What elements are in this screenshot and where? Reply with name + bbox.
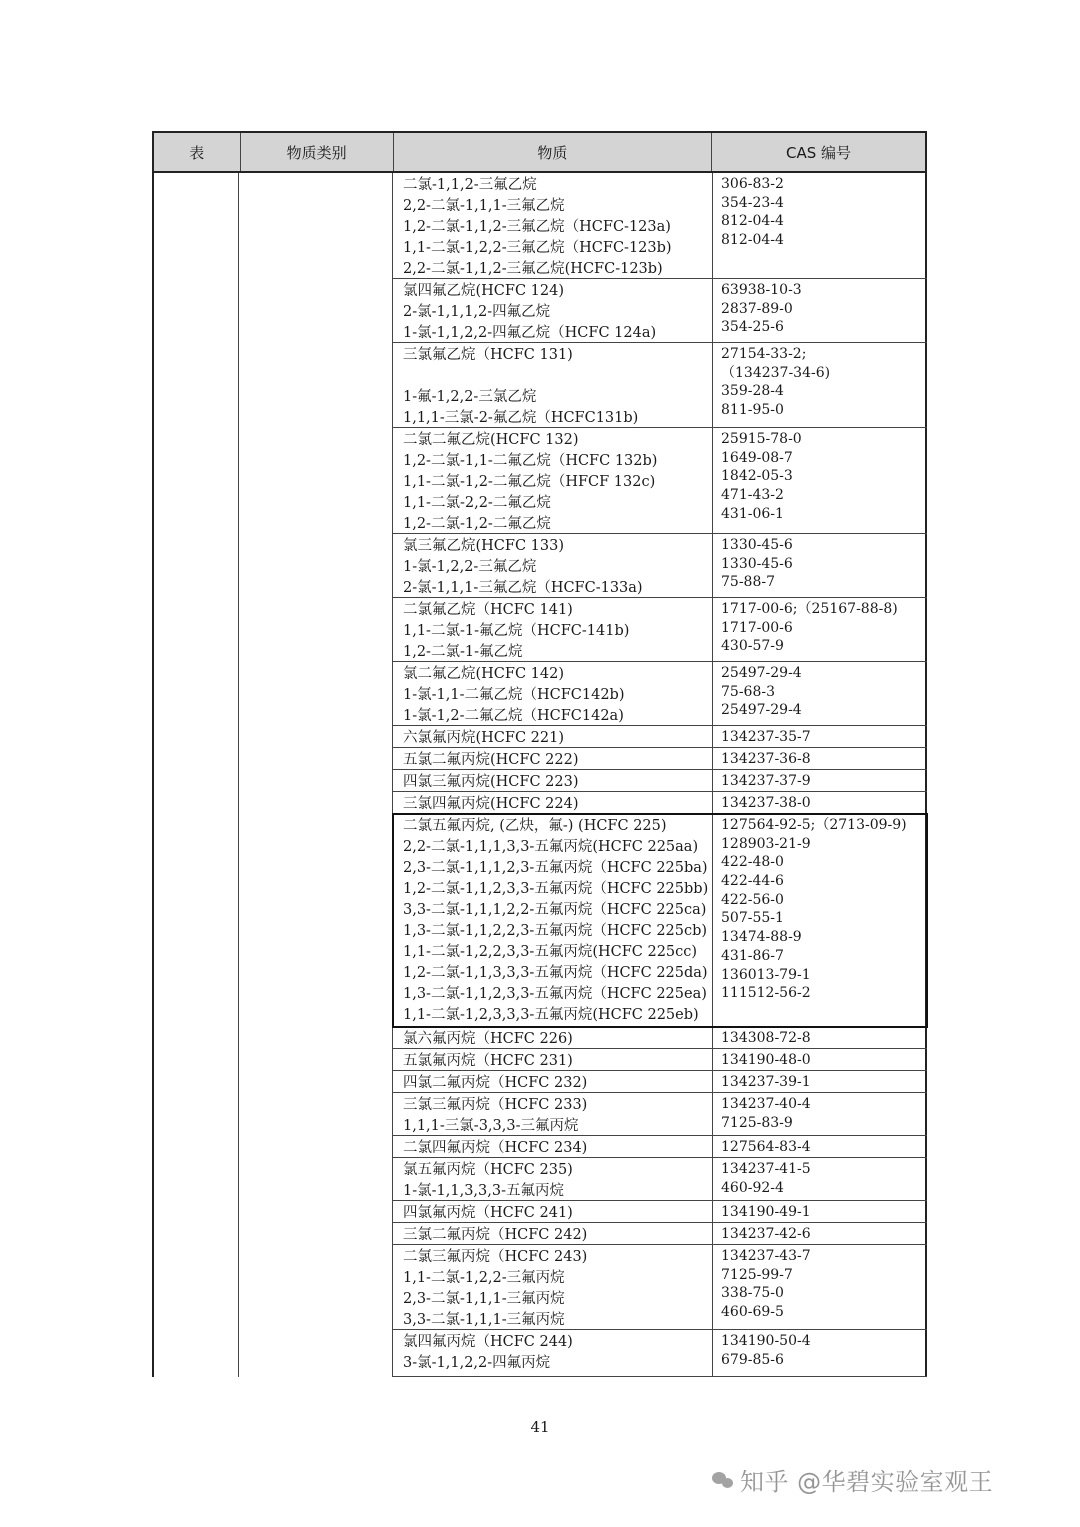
cas-cell (713, 598, 927, 661)
cas-cell (713, 1027, 927, 1048)
cas-cell (713, 1223, 927, 1244)
cas-number: 354-23-4 (721, 194, 784, 211)
substance-cell (393, 770, 713, 791)
substance-name: 二氯五氟丙烷, (乙炔，氟-) (HCFC 225) (403, 818, 667, 834)
substance-name: 1,3-二氯-1,1,2,2,3-五氟丙烷（HCFC 225cb) (403, 923, 708, 939)
substance-name: 1,2-二氯-1,1,2,3,3-五氟丙烷（HCFC 225bb) (403, 881, 709, 897)
cas-number: 136013-79-1 (721, 966, 811, 983)
cas-number: 431-86-7 (721, 947, 784, 964)
table-row (393, 343, 927, 428)
cas-cell (713, 173, 927, 278)
cas-number: 306-83-2 (721, 176, 784, 192)
cas-cell (713, 428, 927, 533)
substance-name: 2-氯-1,1,1-三氟乙烷（HCFC-133a) (403, 580, 643, 596)
table-header (152, 131, 927, 173)
cas-number: 134190-48-0 (721, 1052, 811, 1068)
substance-cell (393, 792, 713, 813)
cas-cell (713, 1071, 927, 1092)
table-body (152, 173, 927, 1377)
substance-cell (393, 1136, 713, 1157)
cas-number: 134237-42-6 (721, 1226, 811, 1242)
cas-number: 422-56-0 (721, 891, 784, 908)
cas-number: 359-28-4 (721, 383, 784, 400)
cas-cell (713, 534, 927, 597)
substance-name: 1,1-二氯-2,2-二氟乙烷 (403, 495, 551, 511)
cas-number: 134237-43-7 (721, 1248, 811, 1264)
cas-number: 7125-99-7 (721, 1266, 793, 1283)
cas-number: 460-69-5 (721, 1304, 784, 1321)
cas-number: 134237-41-5 (721, 1161, 811, 1177)
cas-number: 422-48-0 (721, 854, 784, 871)
cas-cell (713, 343, 927, 427)
substance-name: 3,3-二氯-1,1,1-三氟丙烷 (403, 1312, 565, 1328)
table-row (393, 726, 927, 748)
category-column-cell (239, 173, 393, 1377)
cas-number: 75-88-7 (721, 574, 775, 591)
cas-number: 1717-00-6 (721, 619, 793, 636)
substance-cell (393, 1093, 713, 1135)
cas-number: 134237-38-0 (721, 795, 811, 811)
cas-number: 1717-00-6;（25167-88-8) (721, 601, 898, 617)
header-table: 表 (154, 133, 241, 171)
substance-name: 1,2-二氯-1,1,3,3,3-五氟丙烷（HCFC 225da) (403, 965, 708, 981)
substance-name: 1,1-二氯-1,2,2,3,3-五氟丙烷(HCFC 225cc) (403, 944, 698, 960)
cas-cell (713, 1093, 927, 1135)
substance-name: 六氯氟丙烷(HCFC 221) (403, 730, 564, 746)
header-substance: 物质 (394, 133, 712, 171)
cas-number: 811-95-0 (721, 402, 784, 419)
table-row (393, 662, 927, 726)
substance-name: 氯四氟丙烷（HCFC 244) (403, 1334, 573, 1350)
cas-number: 25497-29-4 (721, 665, 802, 681)
substance-name: 四氯氟丙烷（HCFC 241) (403, 1205, 573, 1221)
substance-cell (393, 662, 713, 725)
table-row (393, 1201, 927, 1223)
cas-cell (713, 1136, 927, 1157)
substance-cell (393, 598, 713, 661)
substance-name: 二氯氟乙烷（HCFC 141) (403, 602, 573, 618)
cas-number: （134237-34-6) (721, 364, 831, 381)
substance-name: 1,1-二氯-1,2-二氟乙烷（HFCF 132c) (403, 474, 656, 490)
cas-number: 134237-36-8 (721, 751, 811, 767)
substance-cell (393, 1245, 713, 1329)
substance-name: 三氯四氟丙烷(HCFC 224) (403, 796, 579, 812)
substance-name: 1,1,1-三氯-3,3,3-三氟丙烷 (403, 1118, 579, 1134)
substance-name: 四氯二氟丙烷（HCFC 232) (403, 1075, 588, 1091)
substance-name: 1,2-二氯-1,1,2-三氟乙烷（HCFC-123a) (403, 219, 671, 235)
substance-name: 2,2-二氯-1,1,1,3,3-五氟丙烷(HCFC 225aa) (403, 839, 699, 855)
cas-number: 1330-45-6 (721, 555, 793, 572)
substance-name: 氯六氟丙烷（HCFC 226) (403, 1031, 573, 1047)
substance-name: 1,1,1-三氯-2-氟乙烷（HCFC131b) (403, 410, 639, 426)
table-row (393, 1136, 927, 1158)
substance-name: 1,2-二氯-1,2-二氟乙烷 (403, 516, 551, 532)
substance-cell (393, 173, 713, 278)
cas-number: 75-68-3 (721, 683, 775, 700)
substance-cell (393, 1223, 713, 1244)
substance-name: 1,1-二氯-1-氟乙烷（HCFC-141b) (403, 623, 630, 639)
cas-number: 128903-21-9 (721, 835, 811, 852)
substance-cell (393, 1201, 713, 1222)
cas-cell (713, 662, 927, 725)
substance-name: 1-氟-1,2,2-三氯乙烷 (403, 389, 537, 405)
cas-number: 430-57-9 (721, 638, 784, 655)
substance-name: 二氯三氟丙烷（HCFC 243) (403, 1249, 588, 1265)
substance-name: 1-氯-1,2-二氟乙烷（HCFC142a) (403, 708, 624, 724)
cas-number: 7125-83-9 (721, 1114, 793, 1131)
cas-number: 127564-83-4 (721, 1139, 811, 1155)
cas-cell (713, 1245, 927, 1329)
substance-name: 二氯-1,1,2-三氟乙烷 (403, 177, 537, 193)
table-row (393, 1330, 927, 1377)
page-number: 41 (530, 1418, 550, 1436)
cas-number: 134237-37-9 (721, 773, 811, 789)
cas-number: 1330-45-6 (721, 537, 793, 553)
table-row (393, 792, 927, 814)
cas-cell (713, 1158, 927, 1200)
substance-name: 3,3-二氯-1,1,1,2,2-五氟丙烷（HCFC 225ca) (403, 902, 707, 918)
cas-number: 134308-72-8 (721, 1030, 811, 1046)
cas-cell (713, 814, 927, 1026)
substance-name: 五氯二氟丙烷(HCFC 222) (403, 752, 579, 768)
cas-number: 460-92-4 (721, 1179, 784, 1196)
substance-cell (393, 748, 713, 769)
table-row (393, 1027, 927, 1049)
cas-number: 63938-10-3 (721, 282, 802, 298)
substance-name: 2,2-二氯-1,1,2-三氟乙烷(HCFC-123b) (403, 261, 663, 277)
table-row (393, 1158, 927, 1201)
cas-cell (713, 1330, 927, 1376)
substance-name: 1,1-二氯-1,2,3,3,3-五氟丙烷(HCFC 225eb) (403, 1007, 699, 1023)
substance-name: 1,1-二氯-1,2,2-三氟丙烷 (403, 1270, 565, 1286)
header-cas: CAS 编号 (786, 143, 852, 162)
cas-number: 134190-50-4 (721, 1333, 811, 1349)
cas-number: 354-25-6 (721, 319, 784, 336)
substance-name: 1,3-二氯-1,1,2,3,3-五氟丙烷（HCFC 225ea) (403, 986, 707, 1002)
substance-name: 2,2-二氯-1,1,1-三氟乙烷 (403, 198, 565, 214)
cas-number: 507-55-1 (721, 910, 784, 927)
substance-name: 2,3-二氯-1,1,1-三氟丙烷 (403, 1291, 565, 1307)
cas-number: 812-04-4 (721, 213, 784, 230)
table-row (393, 1245, 927, 1330)
cas-number: 471-43-2 (721, 487, 784, 504)
substance-name (403, 366, 712, 387)
cas-number: 1649-08-7 (721, 449, 793, 466)
cas-number: 27154-33-2; (721, 346, 807, 362)
table-row (393, 173, 927, 279)
table-row (393, 1049, 927, 1071)
substance-table (152, 131, 927, 1377)
substance-name: 三氯氟乙烷（HCFC 131) (403, 347, 573, 363)
cas-number: 338-75-0 (721, 1285, 784, 1302)
chat-logo-icon (712, 1470, 734, 1490)
substance-rows (393, 173, 927, 1377)
substance-name: 1-氯-1,1-二氟乙烷（HCFC142b) (403, 687, 625, 703)
substance-cell (393, 1049, 713, 1070)
cas-cell (713, 770, 927, 791)
substance-name: 五氯氟丙烷（HCFC 231) (403, 1053, 573, 1069)
substance-name: 1-氯-1,2,2-三氟乙烷 (403, 559, 537, 575)
cas-number: 2837-89-0 (721, 300, 793, 317)
substance-name: 2-氯-1,1,1,2-四氟乙烷 (403, 304, 551, 320)
cas-number: 111512-56-2 (721, 985, 811, 1002)
substance-cell (393, 279, 713, 342)
table-row (393, 534, 927, 598)
watermark (712, 1462, 993, 1497)
cas-number: 679-85-6 (721, 1351, 784, 1368)
cas-number: 812-04-4 (721, 232, 784, 249)
substance-name: 1,1-二氯-1,2,2-三氟乙烷（HCFC-123b) (403, 240, 672, 256)
substance-name: 四氯三氟丙烷(HCFC 223) (403, 774, 579, 790)
substance-name: 氯二氟乙烷(HCFC 142) (403, 666, 564, 682)
table-row (393, 1223, 927, 1245)
table-row (393, 748, 927, 770)
watermark-text: 知乎 @华碧实验室观王 (740, 1468, 994, 1496)
cas-number: 431-06-1 (721, 505, 784, 522)
substance-cell (393, 534, 713, 597)
substance-name: 氯四氟乙烷(HCFC 124) (403, 283, 564, 299)
substance-name: 氯五氟丙烷（HCFC 235) (403, 1162, 573, 1178)
header-category: 物质类别 (241, 133, 394, 171)
table-row (393, 1071, 927, 1093)
substance-cell (393, 343, 713, 427)
table-column-cell (152, 173, 239, 1377)
cas-cell (713, 1201, 927, 1222)
substance-cell (393, 428, 713, 533)
cas-number: 134190-49-1 (721, 1204, 811, 1220)
cas-cell (713, 279, 927, 342)
cas-cell (713, 1049, 927, 1070)
table-row (393, 1093, 927, 1136)
substance-cell (393, 1158, 713, 1200)
substance-name: 1,2-二氯-1-氟乙烷 (403, 644, 523, 660)
cas-number: 25497-29-4 (721, 702, 802, 719)
substance-cell (393, 1330, 713, 1376)
cas-number: 422-44-6 (721, 873, 784, 890)
cas-number: 134237-35-7 (721, 729, 811, 745)
cas-number: 127564-92-5;（2713-09-9) (721, 817, 907, 833)
table-row (393, 279, 927, 343)
substance-cell (393, 1027, 713, 1048)
substance-name: 1-氯-1,1,3,3,3-五氟丙烷 (403, 1183, 564, 1199)
substance-cell (393, 726, 713, 747)
cas-cell (713, 748, 927, 769)
table-row (393, 428, 927, 534)
cas-cell (713, 792, 927, 813)
substance-name: 2,3-二氯-1,1,1,2,3-五氟丙烷（HCFC 225ba) (403, 860, 708, 876)
substance-name: 二氯二氟乙烷(HCFC 132) (403, 432, 579, 448)
cas-number: 134237-40-4 (721, 1096, 811, 1112)
cas-number: 25915-78-0 (721, 431, 802, 447)
cas-number: 134237-39-1 (721, 1074, 811, 1090)
table-row (393, 770, 927, 792)
substance-name: 3-氯-1,1,2,2-四氟丙烷 (403, 1355, 551, 1371)
cas-number: 1842-05-3 (721, 468, 793, 485)
substance-cell (393, 1071, 713, 1092)
substance-name: 二氯四氟丙烷（HCFC 234) (403, 1140, 588, 1156)
substance-name: 三氯二氟丙烷（HCFC 242) (403, 1227, 588, 1243)
substance-name: 1-氯-1,1,2,2-四氟乙烷（HCFC 124a) (403, 325, 657, 341)
substance-name: 氯三氟乙烷(HCFC 133) (403, 538, 564, 554)
table-row (393, 598, 927, 662)
table-row (393, 814, 927, 1027)
cas-cell (713, 726, 927, 747)
substance-name: 三氯三氟丙烷（HCFC 233) (403, 1097, 588, 1113)
substance-name: 1,2-二氯-1,1-二氟乙烷（HCFC 132b) (403, 453, 658, 469)
substance-cell (393, 814, 713, 1026)
cas-number: 13474-88-9 (721, 929, 802, 946)
